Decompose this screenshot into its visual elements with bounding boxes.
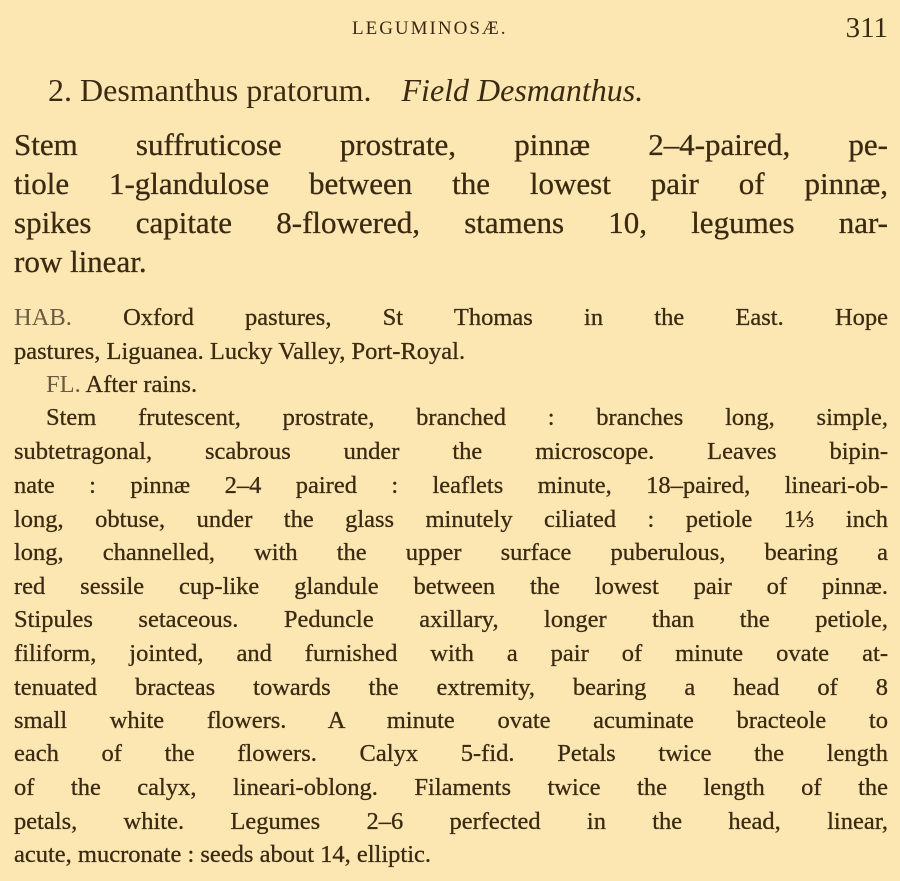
flowering-label: FL. — [46, 371, 81, 398]
species-heading — [48, 72, 643, 109]
diagnosis-line: spikes capitate 8-flowered, stamens 10, legumes nar- — [14, 205, 888, 240]
flowering — [46, 368, 888, 402]
description-line: tenuated bracteas towards the extremity, bearing a head of 8 — [14, 674, 888, 701]
description-line: long, channelled, with the upper surface puberulous, bearing a — [14, 539, 888, 566]
description-line: subtetragonal, scabrous under the microscope. Leaves bipin- — [14, 438, 888, 465]
page-number: 311 — [845, 12, 888, 44]
running-title: LEGUMINOSÆ. — [352, 18, 508, 39]
description-line: each of the flowers. Calyx 5-fid. Petals twice the length — [14, 740, 888, 767]
description-line: small white flowers. A minute ovate acuminate bracteole to — [14, 707, 888, 734]
species-number: 2. — [48, 72, 72, 108]
description-line: of the calyx, lineari-oblong. Filaments twice the length of the — [14, 774, 888, 801]
description-line: petals, white. Legumes 2–6 perfected in the head, linear, — [14, 808, 888, 835]
description-line: red sessile cup-like glandule between the lowest pair of pinnæ. — [14, 573, 888, 600]
habitat-text: Oxford pastures, St Thomas in the East. Hope — [123, 304, 889, 331]
description-line: filiform, jointed, and furnished with a pair of minute ovate at- — [14, 640, 888, 667]
description-line: long, obtuse, under the glass minutely ciliated : petiole 1⅓ inch — [14, 506, 888, 533]
description-line: Stipules setaceous. Peduncle axillary, longer than the petiole, — [14, 606, 888, 633]
diagnosis-line: tiole 1-glandulose between the lowest pair of pinnæ, — [14, 166, 888, 201]
description-line: Stem frutescent, prostrate, branched : branches long, simple, — [46, 404, 888, 431]
habitat-line — [14, 301, 888, 335]
habitat-line: pastures, Liguanea. Lucky Valley, Port-Royal. — [14, 338, 466, 365]
diagnosis-line: Stem suffruticose prostrate, pinnæ 2–4-paired, pe- — [14, 127, 888, 162]
habitat-label: HAB. — [14, 304, 72, 331]
flowering-text: After rains. — [85, 371, 198, 398]
diagnosis-line: row linear. — [14, 244, 147, 279]
common-name: Field Desmanthus. — [401, 72, 644, 108]
species-name: Desmanthus pratorum. — [80, 72, 372, 108]
description-line: nate : pinnæ 2–4 paired : leaflets minute, 18–paired, lineari-ob- — [14, 472, 888, 499]
description-line: acute, mucronate : seeds about 14, elliptic. — [14, 841, 432, 868]
page-header — [0, 12, 900, 48]
